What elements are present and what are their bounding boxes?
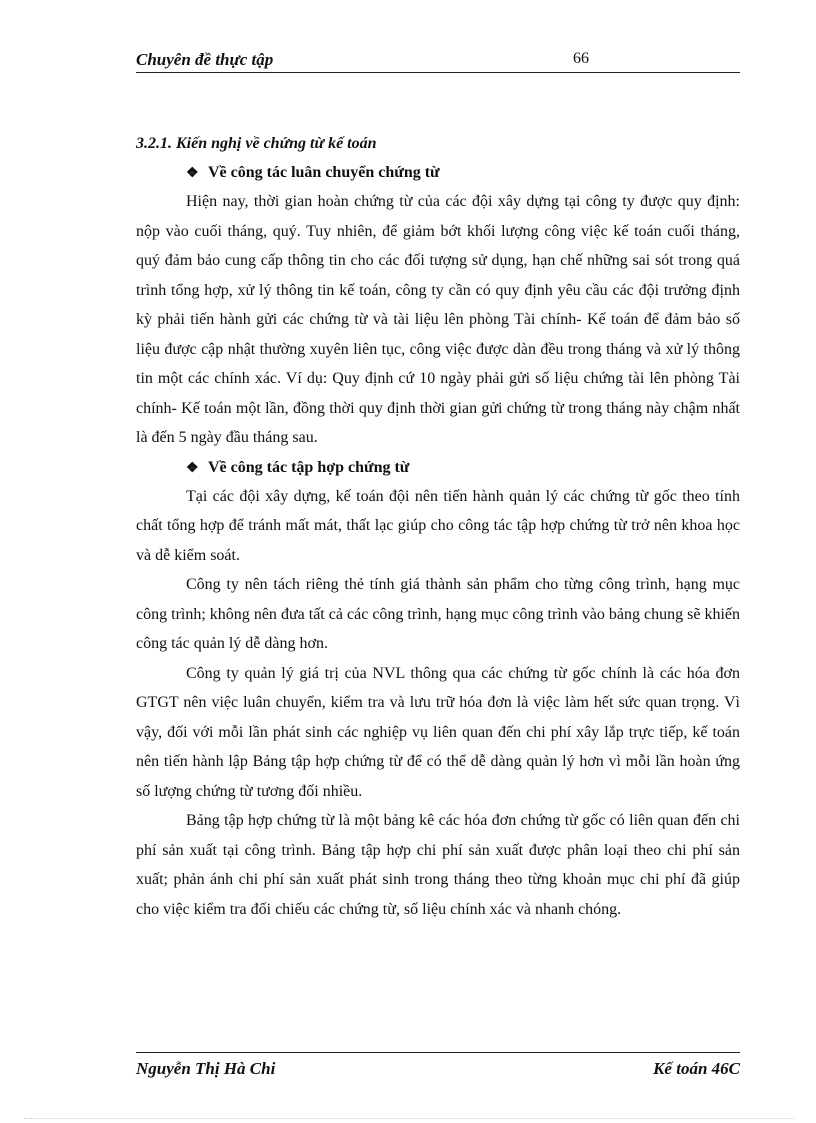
subheading-tap-hop — [136, 453, 740, 482]
page-edge-divider — [24, 1118, 794, 1119]
paragraph: Tại các đội xây dựng, kế toán đội nên tiến hành quản lý các chứng từ gốc theo tính chất tổng hợp để tránh mất mát, thất lạc giúp cho công tác tập hợp chứng từ trở nên khoa học và dễ kiểm soát. — [136, 487, 740, 564]
paragraph: Bảng tập hợp chứng từ là một bảng kê các hóa đơn chứng từ gốc có liên quan đến chi phí sản xuất tại công trình. Bảng tập hợp chi phí sản xuất được phân loại theo chi phí sản xuất; phản ánh chi phí sản xuất phát sinh trong tháng theo từng khoản mục chi phí đã giúp cho việc kiểm tra đối chiếu các chứng từ, số liệu chính xác và nhanh chóng. — [136, 812, 740, 918]
header-title: Chuyên đề thực tập — [136, 50, 274, 69]
footer-author: Nguyễn Thị Hà Chi — [136, 1059, 276, 1078]
page-number: 66 — [573, 50, 589, 67]
paragraph: Công ty nên tách riêng thẻ tính giá thành sản phẩm cho từng công trình, hạng mục công trình; không nên đưa tất cả các công trình, hạng mục công trình vào bảng chung sẽ khiến công tác quản lý dễ dàng hơn. — [136, 576, 740, 652]
page-footer — [136, 1052, 740, 1083]
section-heading: 3.2.1. Kiến nghị về chứng từ kế toán — [136, 135, 377, 152]
footer-department: Kế toán 46C — [653, 1059, 740, 1078]
subheading-title: Về công tác tập hợp chứng từ — [208, 458, 410, 476]
paragraph: Công ty quản lý giá trị của NVL thông qua các chứng từ gốc chính là các hóa đơn GTGT nên việc luân chuyển, kiểm tra và lưu trữ hóa đơn là việc làm hết sức quan trọng. Vì vậy, đối với mỗi lần phát sinh các nghiệp vụ liên quan đến chi phí xây lắp trực tiếp, kế toán nên tiến hành lập Bảng tập hợp chứng từ để có thể dễ dàng quản lý hơn vì mỗi lần hoàn ứng số lượng chứng từ tương đối nhiều. — [136, 664, 740, 800]
subheading-title: Về công tác luân chuyển chứng từ — [208, 164, 440, 181]
subheading-luan-chuyen — [136, 158, 740, 187]
diamond-bullet-icon: ❖ — [186, 166, 199, 181]
page-content — [136, 130, 740, 924]
paragraph: Hiện nay, thời gian hoàn chứng từ của các đội xây dựng tại công ty được quy định: nộp vào cuối tháng, quý. Tuy nhiên, để giảm bớt khối lượng công việc kế toán cuối tháng, quý đảm bảo cung cấp thông tin cho các đối tượng sử dụng, hạn chế những sai sót trong quá trình tổng hợp, xử lý thông tin kế toán, công ty cần có quy định yêu cầu các đội trưởng định kỳ phải tiến hành gửi các chứng từ và tài liệu lên phòng Tài chính- Kế toán để đảm bảo số liệu được cập nhật thường xuyên liên tục, công việc được dàn đều trong tháng và xử lý thông tin một các chính xác. Ví dụ: Quy định cứ 10 ngày phải gửi số liệu chứng tài lên phòng Tài chính- Kế toán một lần, đồng thời quy định thời gian gửi chứng từ trong tháng này chậm nhất là đến 5 ngày đầu tháng sau. — [136, 193, 740, 446]
page-header — [136, 48, 740, 73]
diamond-bullet-icon: ❖ — [186, 460, 199, 476]
